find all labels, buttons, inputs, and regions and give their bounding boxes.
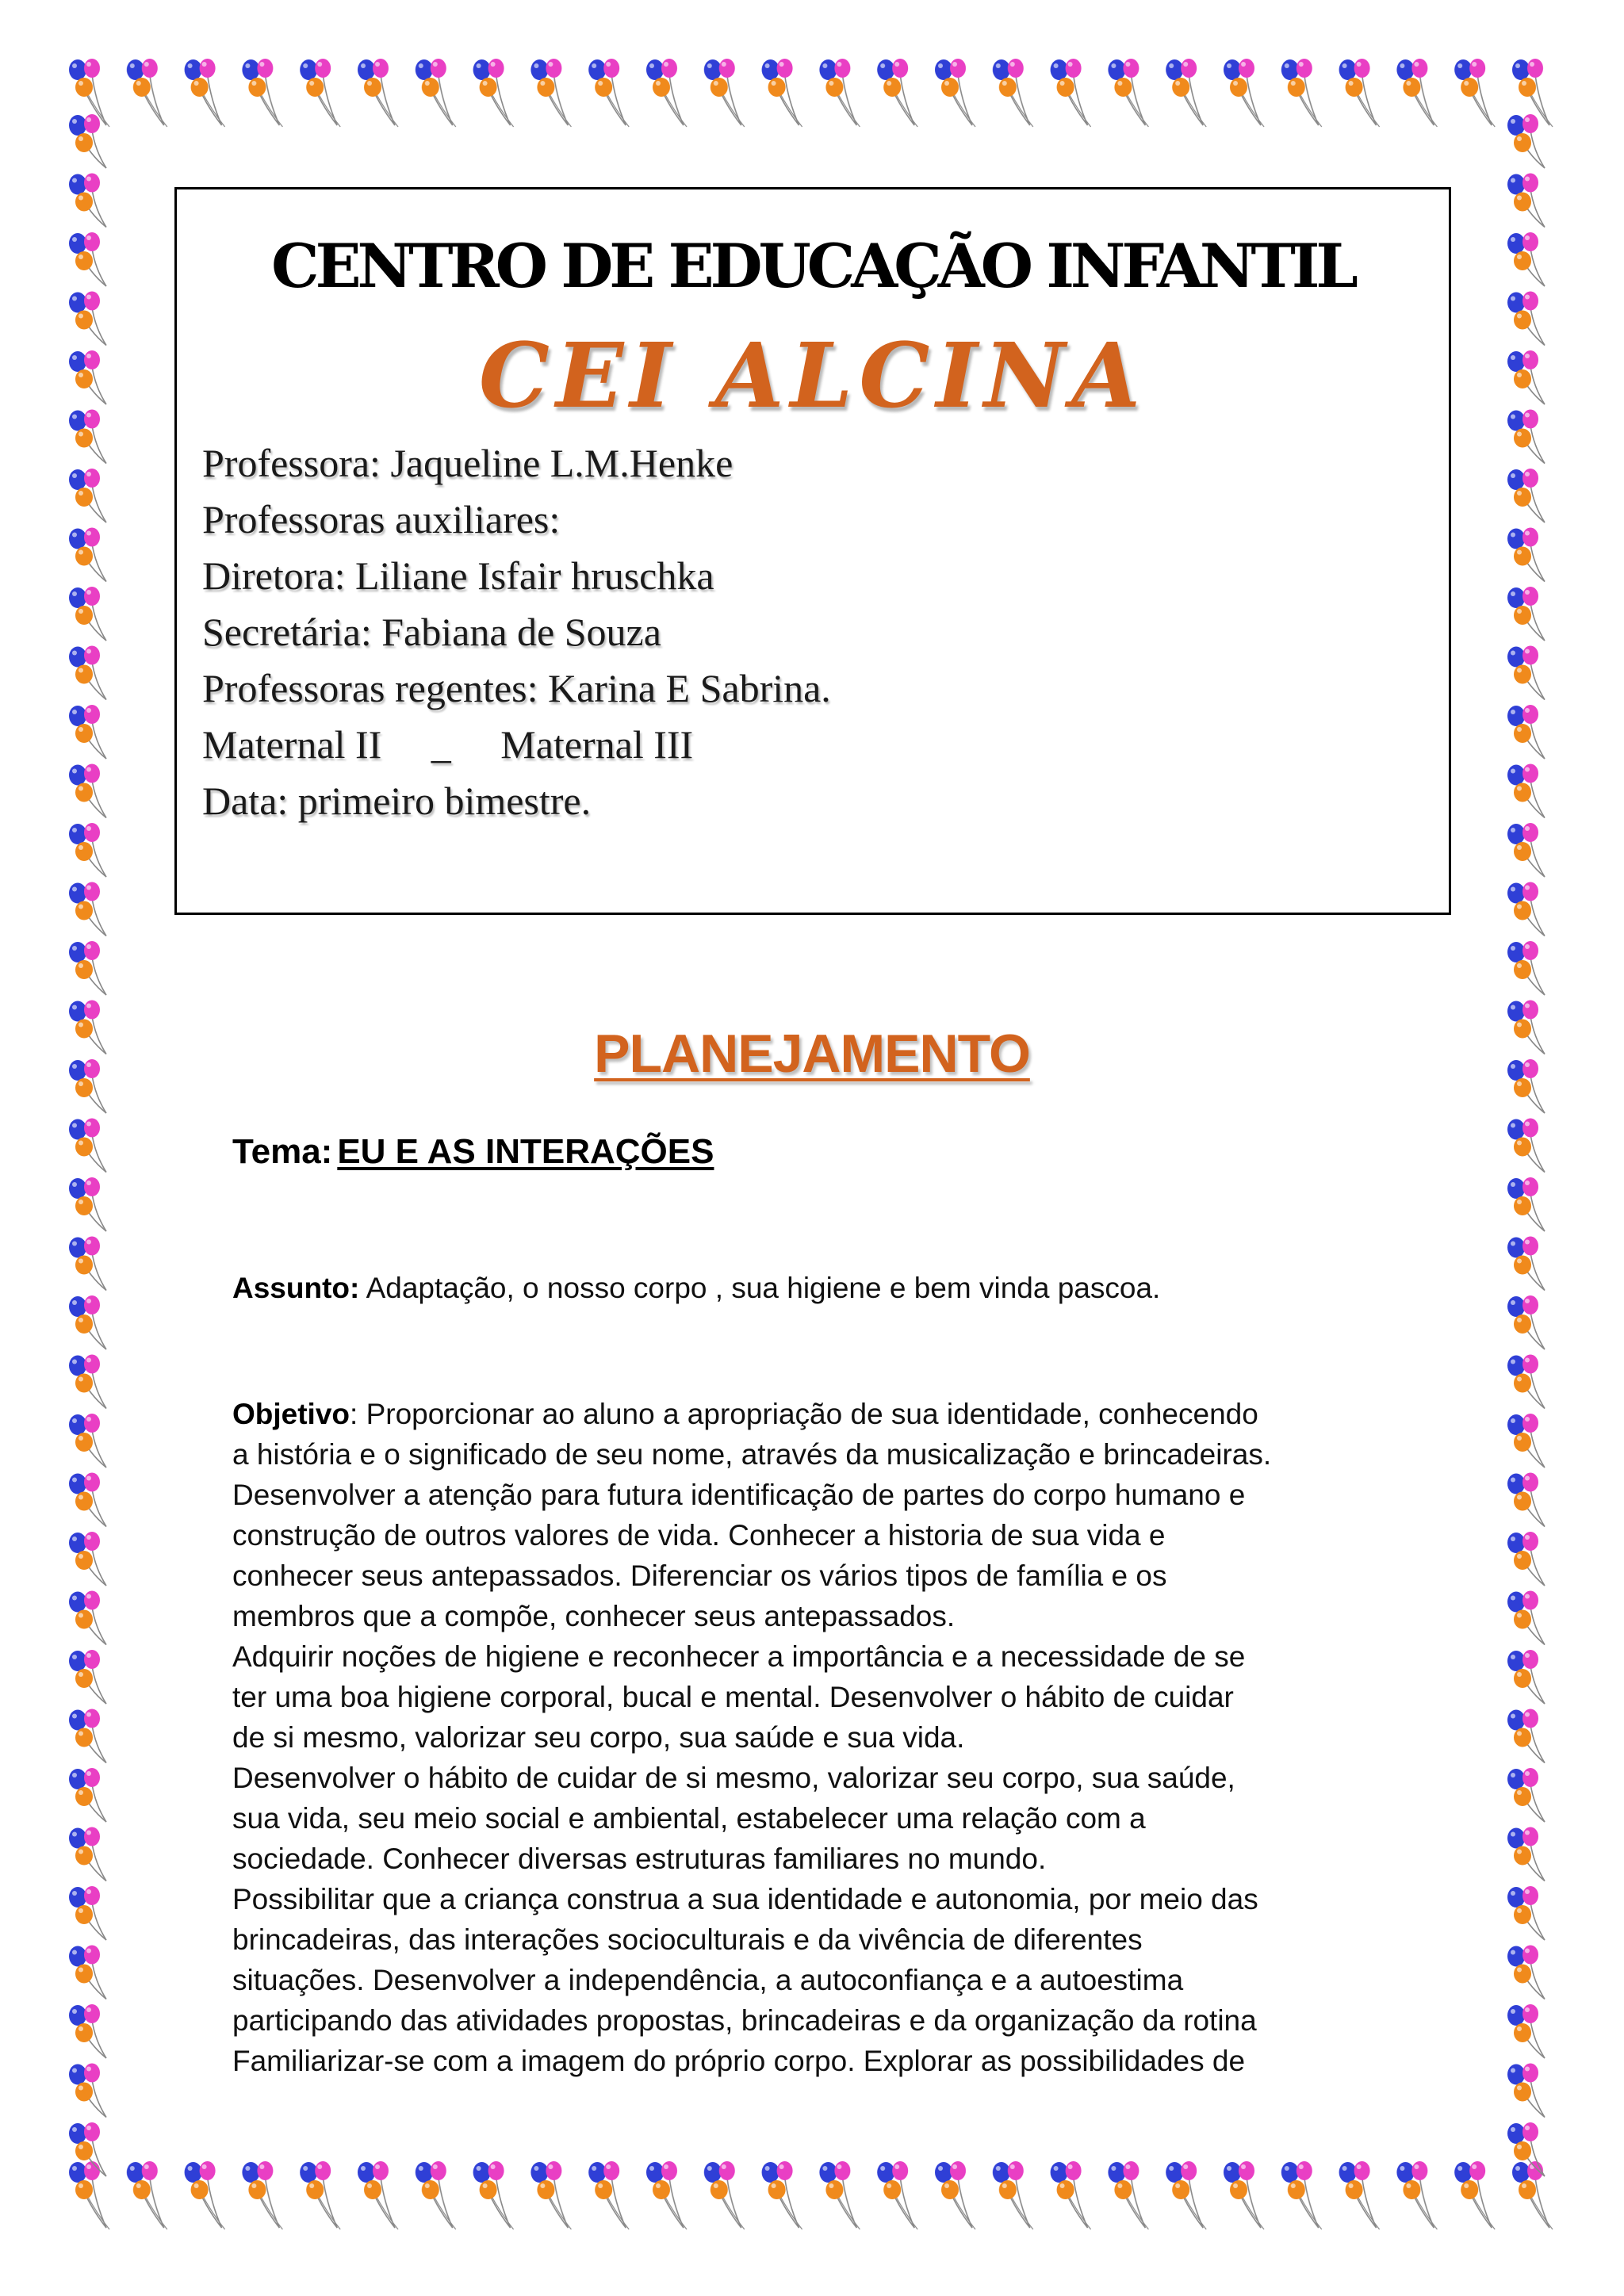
center-title: CENTRO DE EDUCAÇÃO INFANTIL bbox=[271, 231, 1354, 301]
objetivo-line: Desenvolver o hábito de cuidar de si mesmo, valorizar seu corpo, sua saúde, bbox=[232, 1762, 1235, 1794]
objetivo-line: membros que a compõe, conhecer seus antepassados. bbox=[232, 1600, 956, 1632]
objetivo-line: situações. Desenvolver a independência, a autoconfiança e a autoestima bbox=[232, 1964, 1184, 1996]
header-info-list bbox=[202, 435, 831, 829]
objetivo-line: brincadeiras, das interações socioculturais e da vivência de diferentes bbox=[232, 1923, 1143, 1956]
objetivo-line: a história e o significado de seu nome, através da musicalização e brincadeiras. bbox=[232, 1438, 1272, 1471]
info-professoras-auxiliares: Professoras auxiliares: bbox=[202, 497, 561, 541]
balloon-border-right bbox=[1500, 111, 1576, 2180]
school-name: CEI ALCINA bbox=[478, 324, 1147, 428]
balloon-border-top bbox=[62, 55, 1562, 132]
balloon-bunch-icon bbox=[1500, 111, 1576, 2180]
info-diretora: Diretora: Liliane Isfair hruschka bbox=[202, 553, 714, 598]
objetivo-line: Familiarizar-se com a imagem do próprio corpo. Explorar as possibilidades de bbox=[232, 2045, 1246, 2077]
tema-value: EU E AS INTERAÇÕES bbox=[337, 1132, 714, 1171]
objetivo-line: sociedade. Conhecer diversas estruturas familiares no mundo. bbox=[232, 1843, 1047, 1875]
objetivo-line: construção de outros valores de vida. Conhecer a historia de sua vida e bbox=[232, 1519, 1166, 1552]
objetivo-text: : Proporcionar ao aluno a apropriação de sua identidade, conhecendo bbox=[350, 1398, 1258, 1430]
balloon-border-bottom bbox=[62, 2158, 1562, 2234]
objetivo-line: ter uma boa higiene corporal, bucal e mental. Desenvolver o hábito de cuidar bbox=[232, 1681, 1234, 1713]
info-classes: Maternal II _ Maternal III bbox=[202, 722, 694, 767]
tema-label: Tema: bbox=[232, 1132, 333, 1171]
objetivo-line: participando das atividades propostas, brincadeiras e da organização da rotina bbox=[232, 2004, 1257, 2037]
balloon-border-left bbox=[62, 111, 138, 2180]
info-data: Data: primeiro bimestre. bbox=[202, 779, 592, 823]
balloon-bunch-icon bbox=[62, 111, 138, 2180]
balloon-bunch-icon bbox=[62, 55, 1562, 132]
objetivo-label: Objetivo bbox=[232, 1398, 350, 1430]
info-secretaria: Secretária: Fabiana de Souza bbox=[202, 610, 661, 654]
objetivo-line bbox=[232, 1394, 1398, 1434]
planning-title: PLANEJAMENTO bbox=[594, 1024, 1030, 1084]
info-professora: Professora: Jaqueline L.M.Henke bbox=[202, 441, 733, 485]
info-professoras-regentes: Professoras regentes: Karina E Sabrina. bbox=[202, 666, 831, 710]
objetivo-line: Desenvolver a atenção para futura identificação de partes do corpo humano e bbox=[232, 1479, 1246, 1511]
objetivo-line: conhecer seus antepassados. Diferenciar os vários tipos de família e os bbox=[232, 1559, 1167, 1592]
assunto-text: Adaptação, o nosso corpo , sua higiene e bem vinda pascoa. bbox=[366, 1272, 1161, 1304]
objetivo-paragraph bbox=[232, 1394, 1398, 2081]
objetivo-line: de si mesmo, valorizar seu corpo, sua saúde e sua vida. bbox=[232, 1721, 965, 1754]
assunto-line bbox=[232, 1272, 1160, 1305]
objetivo-line: sua vida, seu meio social e ambiental, estabelecer uma relação com a bbox=[232, 1802, 1146, 1835]
tema-line bbox=[232, 1132, 714, 1172]
header-box bbox=[174, 187, 1451, 915]
balloon-bunch-icon bbox=[62, 2158, 1562, 2234]
objetivo-line: Possibilitar que a criança construa a sua identidade e autonomia, por meio das bbox=[232, 1883, 1258, 1915]
objetivo-line: Adquirir noções de higiene e reconhecer a importância e a necessidade de se bbox=[232, 1640, 1246, 1673]
assunto-label: Assunto: bbox=[232, 1272, 360, 1304]
